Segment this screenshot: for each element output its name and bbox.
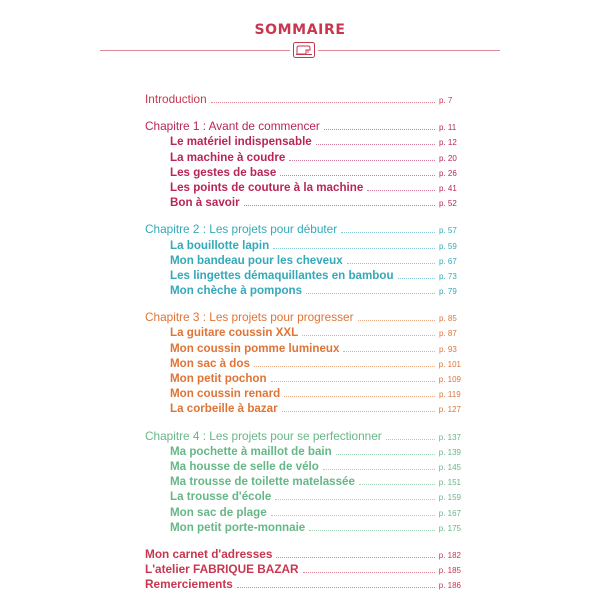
chapter-label: Chapitre 3 : Les projets pour progresser — [145, 310, 354, 325]
toc-chapter-heading[interactable] — [145, 119, 461, 134]
toc-entry-page: p. 139 — [438, 447, 461, 457]
page-header — [0, 0, 600, 70]
toc-entry-page: p. 145 — [438, 462, 461, 472]
toc-entry-page: p. 12 — [439, 138, 457, 148]
toc-entry[interactable] — [145, 253, 461, 268]
dot-leader — [280, 166, 435, 176]
dot-leader — [276, 548, 434, 558]
toc-entry-label: La machine à coudre — [170, 150, 286, 164]
toc-entry-page: p. 186 — [438, 581, 461, 591]
toc-back-matter — [145, 547, 461, 593]
toc-entry-page: p. 127 — [438, 405, 461, 415]
toc-entry-label: La trousse d'école — [170, 490, 272, 504]
dot-leader — [306, 284, 435, 294]
dot-leader — [367, 181, 435, 191]
toc-entry[interactable] — [145, 562, 461, 577]
toc-chapter-4 — [145, 429, 461, 535]
toc-entry-page: p. 79 — [439, 287, 457, 297]
toc-entry[interactable] — [145, 180, 461, 195]
toc-entry[interactable] — [145, 268, 461, 283]
toc-entry-page: p. 109 — [438, 375, 461, 384]
toc-entry-label: L'atelier FABRIQUE BAZAR — [145, 562, 299, 577]
dot-leader — [398, 269, 435, 279]
title-rule-left — [100, 50, 290, 51]
toc-entry-page: p. 93 — [439, 344, 457, 354]
toc-entry-page: p. 159 — [438, 493, 461, 503]
toc-chapter-heading[interactable] — [145, 310, 461, 325]
toc-entry-page: p. 41 — [439, 183, 457, 193]
toc-entry-page: p. 182 — [438, 550, 461, 560]
toc-entry-label: Mon sac de plage — [170, 505, 267, 519]
toc-entry-page: p. 73 — [439, 271, 457, 281]
chapter-label: Chapitre 4 : Les projets pour se perfectionner — [145, 428, 382, 443]
dot-leader — [358, 311, 435, 321]
toc-entry[interactable] — [145, 165, 461, 180]
toc-entry-label: Ma trousse de toilette matelassée — [170, 475, 355, 489]
toc-intro — [145, 92, 461, 107]
toc-entry[interactable] — [145, 489, 461, 504]
dot-leader — [336, 445, 435, 455]
dot-leader — [284, 387, 435, 397]
toc-entry-label: Les points de couture à la machine — [170, 180, 364, 194]
toc-entry[interactable] — [145, 283, 461, 298]
toc-entry-page: p. 59 — [439, 241, 457, 251]
dot-leader — [282, 402, 435, 412]
toc-entry[interactable] — [145, 238, 461, 253]
toc-chapter-heading[interactable] — [145, 429, 461, 444]
toc-entry-page: p. 67 — [439, 256, 457, 266]
dot-leader — [323, 460, 435, 470]
dot-leader — [347, 254, 435, 264]
chapter-page: p. 137 — [438, 432, 461, 442]
toc-entry-label: Introduction — [145, 92, 207, 106]
dot-leader — [211, 93, 435, 103]
toc-entry[interactable] — [145, 505, 461, 520]
toc-entry-label: Ma pochette à maillot de bain — [170, 444, 332, 458]
chapter-page: p. 57 — [439, 226, 457, 236]
toc-entry-page: p. 20 — [439, 153, 457, 163]
toc-entry[interactable] — [145, 134, 461, 149]
toc-entry-page: p. 167 — [438, 508, 461, 518]
dot-leader — [244, 196, 435, 206]
toc-entry[interactable] — [145, 386, 461, 401]
dot-leader — [275, 490, 434, 500]
toc-entry-label: Mon bandeau pour les cheveux — [170, 253, 343, 267]
toc-entry[interactable] — [145, 401, 461, 416]
toc-entry[interactable] — [145, 150, 461, 165]
toc-entry[interactable] — [145, 325, 461, 340]
chapter-label: Chapitre 1 : Avant de commencer — [145, 119, 320, 134]
toc-entry-label: Le matériel indispensable — [170, 135, 312, 149]
toc-entry-label: La guitare coussin XXL — [170, 326, 299, 340]
toc-entry[interactable] — [145, 444, 461, 459]
toc-entry-page: p. 151 — [438, 478, 461, 488]
toc-entry-label: La corbeille à bazar — [170, 402, 278, 416]
dot-leader — [309, 521, 434, 531]
dot-leader — [359, 475, 435, 485]
toc-entry[interactable] — [145, 474, 461, 489]
table-of-contents — [145, 92, 461, 592]
toc-chapter-heading[interactable] — [145, 222, 461, 237]
dot-leader — [271, 506, 435, 516]
dot-leader — [303, 563, 435, 573]
toc-entry-page: p. 26 — [439, 168, 457, 178]
chapter-label: Chapitre 2 : Les projets pour débuter — [145, 222, 338, 237]
chapter-page: p. 11 — [439, 123, 457, 133]
dot-leader — [341, 223, 435, 233]
toc-chapter-3 — [145, 310, 461, 416]
toc-entry-page: p. 52 — [439, 199, 457, 209]
dot-leader — [343, 342, 435, 352]
toc-entry[interactable] — [145, 195, 461, 210]
toc-entry-page: p. 87 — [439, 329, 457, 339]
toc-entry[interactable] — [145, 520, 461, 535]
toc-entry-label: Mon coussin renard — [170, 387, 281, 401]
toc-entry[interactable] — [145, 371, 461, 386]
dot-leader — [316, 135, 435, 145]
toc-entry-label: Mon chèche à pompons — [170, 284, 303, 298]
toc-entry-label: Mon sac à dos — [170, 356, 250, 370]
toc-entry-label: Les gestes de base — [170, 165, 277, 179]
toc-entry-page: p. 119 — [439, 390, 461, 400]
title-rule-right — [318, 50, 500, 51]
dot-leader — [324, 120, 435, 130]
toc-entry-page: p. 101 — [438, 359, 461, 369]
dot-leader — [237, 578, 435, 588]
toc-entry-label: Bon à savoir — [170, 196, 240, 210]
toc-entry-label: Mon petit pochon — [170, 372, 267, 385]
toc-entry[interactable] — [145, 356, 461, 371]
toc-entry[interactable] — [145, 341, 461, 356]
chapter-page: p. 85 — [439, 314, 457, 324]
toc-entry-label: Les lingettes démaquillantes en bambou — [170, 268, 394, 282]
dot-leader — [386, 430, 435, 440]
dot-leader — [302, 326, 435, 336]
toc-entry[interactable] — [145, 459, 461, 474]
toc-entry-label: Mon carnet d'adresses — [145, 546, 273, 561]
toc-entry-label: Mon petit porte-monnaie — [170, 520, 306, 534]
toc-entry-label: La bouillotte lapin — [170, 238, 270, 252]
sewing-machine-icon — [293, 42, 315, 58]
toc-entry[interactable] — [145, 547, 461, 562]
dot-leader — [273, 239, 435, 249]
dot-leader — [289, 151, 435, 161]
toc-chapter-2 — [145, 222, 461, 298]
toc-entry-introduction[interactable] — [145, 92, 461, 107]
dot-leader — [254, 357, 435, 367]
toc-entry-label: Mon coussin pomme lumineux — [170, 341, 340, 355]
toc-chapter-1 — [145, 119, 461, 210]
page-title: SOMMAIRE — [254, 22, 346, 38]
dot-leader — [271, 372, 435, 382]
toc-entry-page: p. 7 — [439, 96, 453, 105]
toc-entry-label: Ma housse de selle de vélo — [170, 459, 319, 473]
toc-entry-label: Remerciements — [145, 577, 233, 592]
toc-entry[interactable] — [145, 577, 461, 592]
toc-entry-page: p. 185 — [438, 566, 461, 576]
toc-entry-page: p. 175 — [438, 523, 461, 533]
